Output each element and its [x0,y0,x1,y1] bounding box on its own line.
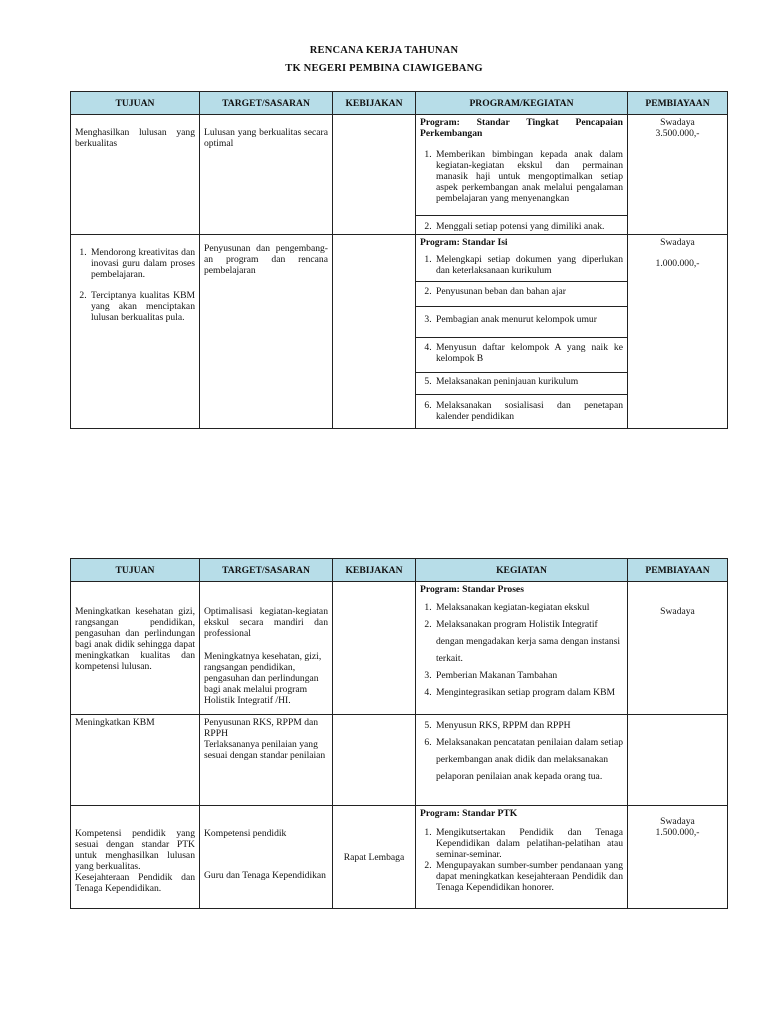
tujuan-text-b: Kesejahteraan Pendidik dan Tenaga Kependidikan. [75,872,195,894]
program-sub-block [416,373,627,395]
target-text-b: Meningkatnya kesehatan, gizi, rangsangan pendidikan, pengasuhan dan perlindungan bagi anak melalui program Holistik Integratif /HI. [204,651,322,706]
list-item: 1. Memberikan bimbingan kepada anak dalam kegiatan-kegiatan ekskul dan permainan manasik haji untuk mengoptimalkan setiap aspek perkembangan anak melalui pengalaman pembelajaran yang menyenangkan [434,149,623,204]
target-text-b: Terlaksananya penilaian yang sesuai dengan standar penilaian [204,739,326,761]
program-cell [416,115,628,235]
program-header: Program: Standar PTK [420,808,518,819]
table-row [71,806,728,909]
program-header: Program: Standar Isi [420,237,508,248]
header-target: TARGET/SASARAN [200,559,333,582]
list-item: 3. Pemberian Makanan Tambahan [434,667,623,684]
target-cell [200,235,333,429]
program-list [420,286,623,297]
target-text: Lulusan yang berkualitas secara optimal [204,127,328,149]
tujuan-text-a: Kompetensi pendidik yang sesuai dengan standar PTK untuk menghasilkan lulusan yang berkualitas. [75,828,195,872]
program-cell [416,235,628,429]
program-list [420,400,623,422]
kebijakan-cell [333,582,416,715]
table-row [71,582,728,715]
table-row [71,115,728,235]
document-title: RENCANA KERJA TAHUNAN [309,45,459,56]
program-list [420,342,623,364]
program-sub-block [416,282,627,307]
tujuan-cell [71,806,200,909]
target-cell [200,582,333,715]
target-text-b: Guru dan Tenaga Kependidikan [204,870,326,881]
program-sub-block [416,395,627,428]
list-item: 2. Terciptanya kualitas KBM yang akan menciptakan lulusan berkualitas pula. [89,290,195,323]
list-item: 2. Penyusunan beban dan bahan ajar [434,286,623,297]
target-text-a: Optimalisasi kegiatan-kegiatan ekskul secara mandiri dan professional [204,606,328,639]
header-kegiatan: KEGIATAN [416,559,628,582]
target-cell [200,715,333,806]
pembiayaan-cell [628,235,728,429]
pembiayaan-cell [628,806,728,909]
target-text-a: Kompetensi pendidik [204,828,287,839]
header-pembiayaan: PEMBIAYAAN [628,92,728,115]
table-row [71,235,728,429]
funding-source: Swadaya [660,606,695,617]
kebijakan-cell [333,806,416,909]
program-header: Program: Standar Tingkat Pencapaian Perkembangan [420,117,623,139]
list-item: 4. Menyusun daftar kelompok A yang naik ke kelompok B [434,342,623,364]
header-kebijakan: KEBIJAKAN [333,559,416,582]
tujuan-cell [71,235,200,429]
program-sub-block [416,338,627,373]
list-item: 1. Mengikutsertakan Pendidik dan Tenaga Kependidikan dalam pelatihan-pelatihan atau seminar-seminar. [434,827,623,860]
tujuan-list [75,247,195,323]
funding-source: Swadaya [660,816,695,827]
funding-source: Swadaya [660,117,695,128]
program-sub-block [416,307,627,338]
program-cell [416,715,628,806]
list-item: 1. Mendorong kreativitas dan inovasi guru dalam proses pembelajaran. [89,247,195,280]
tujuan-cell [71,715,200,806]
work-plan-table-2 [70,558,728,909]
program-sub-block [416,235,627,282]
list-item: 5. Melaksanakan peninjauan kurikulum [434,376,623,387]
work-plan-table-1 [70,91,728,429]
list-item: 1. Melengkapi setiap dokumen yang diperlukan dan keterlaksanaan kurikulum [434,254,623,276]
header-pembiayaan: PEMBIAYAAN [628,559,728,582]
table-header-row [71,92,728,115]
kebijakan-text: Rapat Lembaga [343,851,405,863]
target-cell [200,806,333,909]
program-cell [416,582,628,715]
header-program: PROGRAM/KEGIATAN [416,92,628,115]
program-list [420,599,623,701]
pembiayaan-cell [628,715,728,806]
list-item: 1. Melaksanakan kegiatan-kegiatan ekskul [434,599,623,616]
list-item: 6. Melaksanakan sosialisasi dan penetapan kalender pendidikan [434,400,623,422]
table-header-row [71,559,728,582]
tujuan-cell [71,582,200,715]
target-cell [200,115,333,235]
header-target: TARGET/SASARAN [200,92,333,115]
list-item: 2. Mengupayakan sumber-sumber pendanaan yang dapat meningkatkan kesejahteraan Pendidik dan Tenaga Kependidikan honorer. [434,860,623,893]
funding-amount: 3.500.000,- [655,128,700,139]
target-text-a: Penyusunan RKS, RPPM dan RPPH [204,717,319,739]
program-list [420,376,623,387]
funding-source: Swadaya [660,237,695,248]
program-list [420,254,623,276]
list-item: 2. Menggali setiap potensi yang dimiliki anak. [434,221,623,232]
tujuan-cell [71,115,200,235]
list-item: 5. Menyusun RKS, RPPM dan RPPH [434,717,623,734]
document-subtitle: TK NEGERI PEMBINA CIAWIGEBANG [285,63,483,74]
program-list [420,314,623,325]
funding-amount: 1.000.000,- [655,258,700,269]
table-row [71,715,728,806]
program-sub-block [416,216,627,234]
list-item: 6. Melaksanakan pencatatan penilaian dalam setiap perkembangan anak didik dan melaksanakan pelaporan penilaian anak kepada orang tua. [434,734,623,785]
kebijakan-cell [333,715,416,806]
program-sub-block [416,115,627,216]
header-tujuan: TUJUAN [71,92,200,115]
kebijakan-cell [333,235,416,429]
program-cell [416,806,628,909]
program-list [420,827,623,893]
program-list [420,717,623,785]
list-item: 2. Melaksanakan program Holistik Integratif dengan mengadakan kerja sama dengan instansi terkait. [434,616,623,667]
list-item: 4. Mengintegrasikan setiap program dalam KBM [434,684,623,701]
pembiayaan-cell [628,582,728,715]
funding-amount: 1.500.000,- [655,827,700,838]
header-tujuan: TUJUAN [71,559,200,582]
target-text: Penyusunan dan pengembang-an program dan rencana pembelajaran [204,243,328,276]
tujuan-text: Menghasilkan lulusan yang berkualitas [75,127,195,149]
kebijakan-cell [333,115,416,235]
tujuan-text: Meningkatkan KBM [75,717,155,728]
header-kebijakan: KEBIJAKAN [333,92,416,115]
program-list [420,149,623,204]
pembiayaan-cell [628,115,728,235]
program-header: Program: Standar Proses [420,584,524,595]
list-item: 3. Pembagian anak menurut kelompok umur [434,314,623,325]
program-list [420,221,623,232]
tujuan-text: Meningkatkan kesehatan gizi, rangsangan pendidikan, pengasuhan dan perlindungan bagi anak didik sehingga dapat meningkatkan kualitas dan kompetensi lulusan. [75,606,195,672]
